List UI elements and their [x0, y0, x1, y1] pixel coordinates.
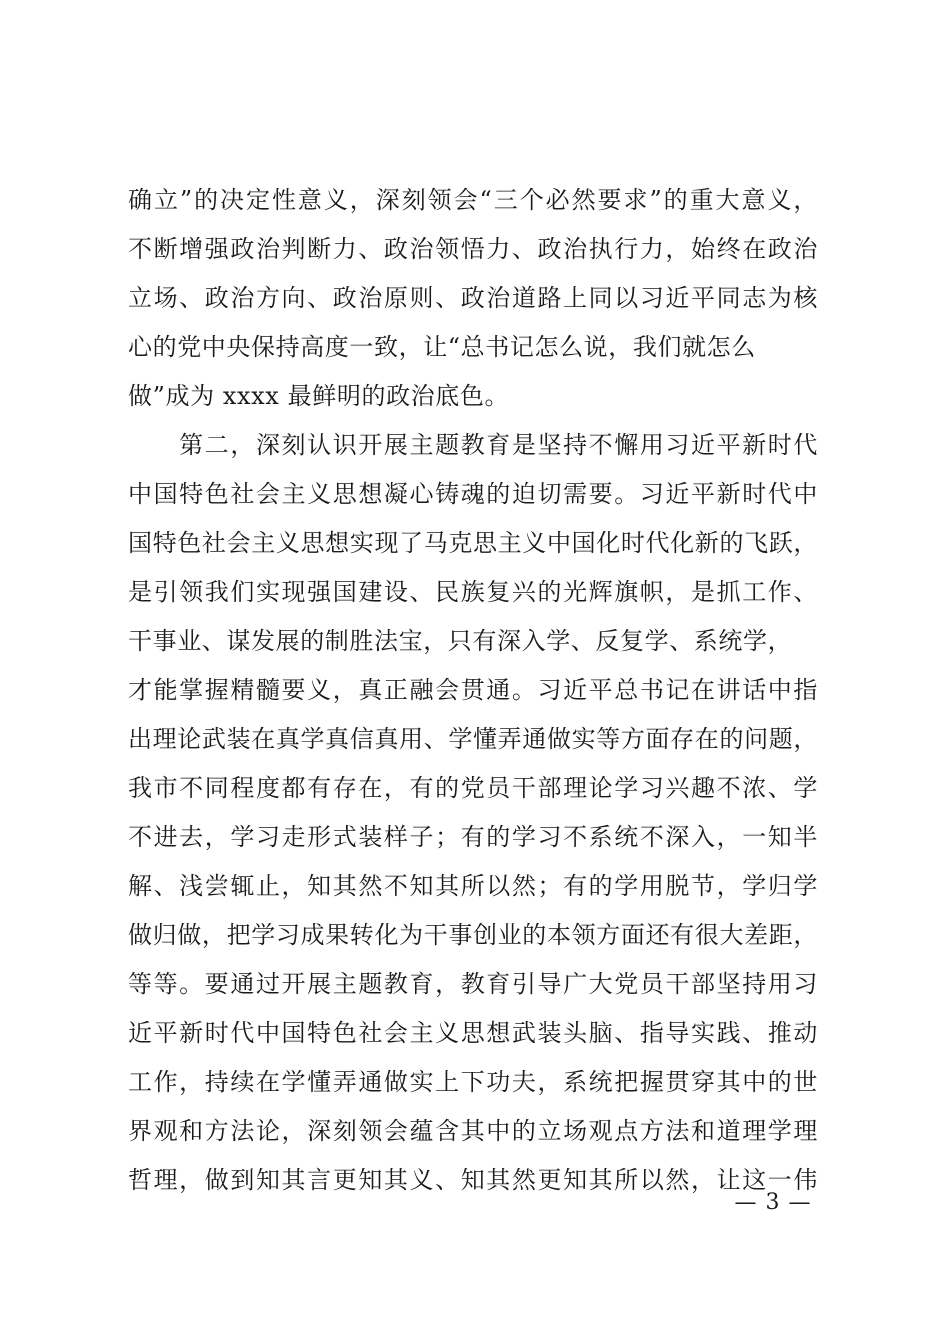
text-line: 心的党中央保持高度一致，让“总书记怎么说，我们就怎么 — [128, 333, 756, 361]
text-line: 第二，深刻认识开展主题教育是坚持不懈用习近平新时代 — [128, 431, 818, 459]
text-line: 近平新时代中国特色社会主义思想武装头脑、指导实践、推动 — [128, 1019, 818, 1047]
text-line: 干事业、谋发展的制胜法宝，只有深入学、反复学、系统学， — [128, 627, 793, 655]
text-line: 界观和方法论，深刻领会蕴含其中的立场观点方法和道理学理 — [128, 1117, 818, 1145]
text-line: 确立”的决定性意义，深刻领会“三个必然要求”的重大意义， — [128, 186, 818, 214]
text-line: 等等。要通过开展主题教育，教育引导广大党员干部坚持用习 — [128, 970, 818, 998]
text-line: 哲理，做到知其言更知其义、知其然更知其所以然，让这一伟 — [128, 1166, 818, 1194]
text-line: 不断增强政治判断力、政治领悟力、政治执行力，始终在政治 — [128, 235, 818, 263]
text-line: 国特色社会主义思想实现了马克思主义中国化时代化新的飞跃， — [128, 529, 818, 557]
text-line: 解、浅尝辄止，知其然不知其所以然；有的学用脱节，学归学 — [128, 872, 818, 900]
text-line: 我市不同程度都有存在，有的党员干部理论学习兴趣不浓、学 — [128, 774, 818, 802]
text-line: 才能掌握精髓要义，真正融会贯通。习近平总书记在讲话中指 — [128, 676, 818, 704]
text-line: 中国特色社会主义思想凝心铸魂的迫切需要。习近平新时代中 — [128, 480, 818, 508]
body-text — [128, 176, 818, 1205]
text-line: 工作，持续在学懂弄通做实上下功夫，系统把握贯穿其中的世 — [128, 1068, 818, 1096]
text-line: 是引领我们实现强国建设、民族复兴的光辉旗帜，是抓工作、 — [128, 578, 818, 606]
text-line: 出理论武装在真学真信真用、学懂弄通做实等方面存在的问题， — [128, 725, 818, 753]
text-line: 做归做，把学习成果转化为干事创业的本领方面还有很大差距， — [128, 921, 818, 949]
text-line: 不进去，学习走形式装样子；有的学习不系统不深入，一知半 — [128, 823, 818, 851]
text-line: 做”成为 xxxx 最鲜明的政治底色。 — [128, 382, 510, 410]
page-number: — 3 — — [734, 1190, 812, 1215]
text-line: 立场、政治方向、政治原则、政治道路上同以习近平同志为核 — [128, 284, 818, 312]
